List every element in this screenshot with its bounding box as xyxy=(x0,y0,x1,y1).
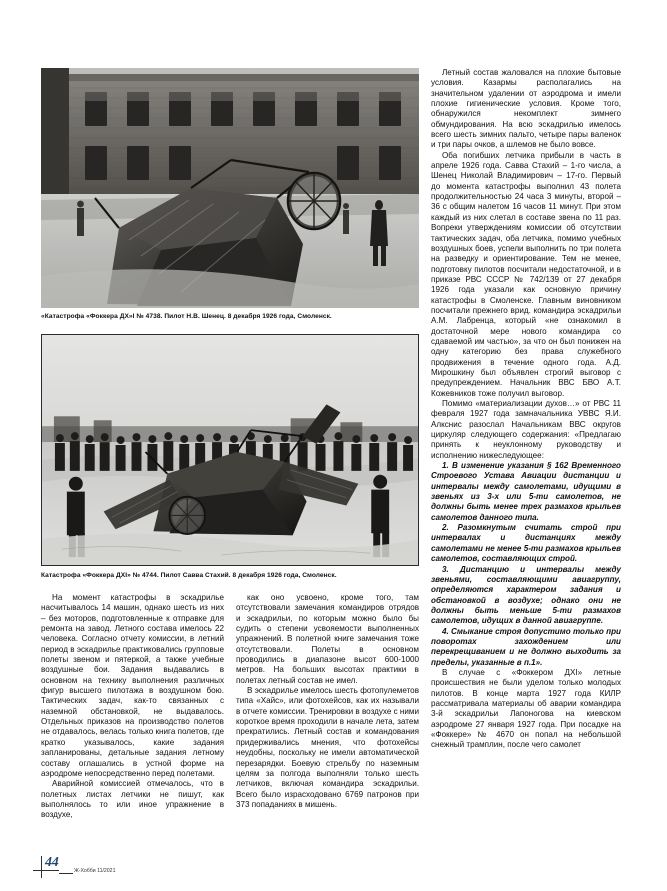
page-number: 44 xyxy=(45,855,59,870)
photo-top-artwork xyxy=(41,68,419,308)
fokker-dxi-4744-crash-photo xyxy=(41,334,419,566)
fokker-dxi-4738-crash-photo xyxy=(41,68,419,308)
footer-issue-label: Ж-Хобби 11/2021 xyxy=(74,868,116,874)
photo-bottom-artwork xyxy=(42,335,418,565)
photo-top-caption: «Катастрофа «Фоккера ДХ»I № 4738. Пилот Н.В. Шенец. 8 декабря 1926 года, Смоленск. xyxy=(41,313,332,320)
paragraph: Оба погибших летчика прибыли в часть в апреле 1926 года. Савва Стахий – 1-го числа, а Шенец Николай Владимирович – 17-го. Первый до момента катастрофы выполнил 43 полета продолжительностью 24 часа 3 минуты, второй – 36 с общим налетом 16 часов 11 минут. При этом каждый из них слетал в составе звена по 11 раз. Вопреки утверждениям комиссии об отсутствии тактических задач, оба летчика, помимо учебных воздушных боев, успели выполнить по три полета на разведку и ориентирование. Тем не менее, подготовку пилотов посчитали недостаточной, и в приказе РВС СССР № 742/139 от 27 декабря 1926 года указали как основную причину катастрофы в Смоленске. Главным виновником посчитали прежнего врид. командира эскадрильи А.М. Лабренца, который «не ознакомил в достаточной мере нового командира со сдаваемой им частью», за что он был понижен на одну категорию без права служебного продвижения в течение одного года. А.Д. Мирошкину был объявлен строгий выговор с предупреждением. Начальник ВВС БВО А.Т. Кожевников тоже получил выговор. xyxy=(431,150,621,398)
page-footer xyxy=(33,856,233,884)
circular-clause-3: 3. Дистанцию и интервалы между звеньями, составляющими авиагруппу, определяются характером задания и обстановкой в воздухе; однако они не должны быть меньше 5-ти размахов самолетов, идущих в данной авиагруппе. xyxy=(431,564,621,626)
paragraph: В случае с «Фоккером ДХI» летные происшествия не были уделом только молодых пилотов. В конце марта 1927 года КИЛР рассматривала материалы об аварии командира 3-й эскадрильи Лапоногова на киевском аэродроме 27 января 1927 года. При посадке на «Фоккере» № 4670 он попал на небольшой снежный трамплин, после чего самолет xyxy=(431,667,621,750)
body-column-middle xyxy=(236,593,419,810)
paragraph: Летный состав жаловался на плохие бытовые условия. Казармы располагались на значительном удалении от аэродрома и имели плохие гигиенические условия. Кроме того, обнаружился некомплект зимнего обмундирования. На всю эскадрилью имелось всего шесть зимних пальто, четыре пары валенок и три пары очков, а шлемов не было вовсе. xyxy=(431,68,621,150)
paragraph: На момент катастрофы в эскадрилье насчитывалось 14 машин, однако шесть из них – без моторов, подготовленные к отправке для ремонта на завод. Летного состава имелось 22 человека. Согласно отчету комиссии, в летний период в эскадрилье практиковались групповые полеты звеном и пятеркой, а также учебные воздушные бои. Задания выдавались в основном на технику выполнения различных фигур высшего пилотажа в воздушном бою. Тактических задач, как-то связанных с наземной обстановкой, не выдавалось. Отдельных приказов на производство полетов не отдавалось, велась только книга полетов, где кратко указывалось, какие задания запланированы, детальные задания летному составу оглашались в устной форме на аэродроме непосредственно перед полетами. xyxy=(41,593,224,778)
paragraph: Аварийной комиссией отмечалось, что в полетных листах летчики не пишут, как выполнялось то или иное упражнение в воздухе, xyxy=(41,779,224,820)
photo-bottom-caption: Катастрофа «Фоккера ДХI» № 4744. Пилот Савва Стахий. 8 декабря 1926 года, Смоленск. xyxy=(41,572,337,579)
paragraph: как оно усвоено, кроме того, там отсутствовали замечания командиров отрядов и эскадрильи, по которым можно было бы судить о степени усвояемости выполненных упражнений. В полетной книге замечания тоже отсутствовали. Полеты в основном проводились в диапазоне высот 600-1000 метров. На больших высотах практики в полетах летный состав не имел. xyxy=(236,593,419,685)
paragraph: Помимо «материализации духов…» от РВС 11 февраля 1927 года замначальника УВВС Я.И. Алкснис разослал Начальникам ВВС округов циркуляр следующего содержания: «Предлагаю принять к неуклонному руководству и исполнению нижеследующее: xyxy=(431,399,621,460)
circular-clause-1: 1. В изменение указания § 162 Временного Строевого Устава Авиации дистанции и интервалы между самолетами, идущими в звеньях из 3-х или 5-ти самолетов, не должны быть менее трех размахов крыльев самолетов данного типа. xyxy=(431,461,621,522)
body-column-right xyxy=(431,68,621,751)
footer-rule xyxy=(59,873,73,874)
crop-mark-vertical xyxy=(41,856,42,878)
paragraph: В эскадрилье имелось шесть фотопулеметов типа «Хайс», или фотохейсов, как их называли в отчете комиссии. Тренировки в воздухе с ними короткое время проходили в начале лета, затем прекратились. Летный состав и командования придерживались мнения, что фотохейсы неудобны, поскольку не имели автоматической перезарядки. Боевую стрельбу по наземным целям за полгода выполняли только шесть летчиков, включая командира эскадрильи. Всего было израсходовано 6769 патронов при 373 попаданиях в мишень. xyxy=(236,686,419,809)
circular-clause-4: 4. Смыкание строя допустимо только при поворотах захождением или перекрещиванием и не должно выходить за пределы, указанные в п.1». xyxy=(431,626,621,667)
body-column-left xyxy=(41,593,224,821)
circular-clause-2: 2. Разомкнутым считать строй при интервалах и дистанциях между самолетами не менее 5-ти размахов крыльев самолетов, составляющих строй. xyxy=(431,523,621,564)
